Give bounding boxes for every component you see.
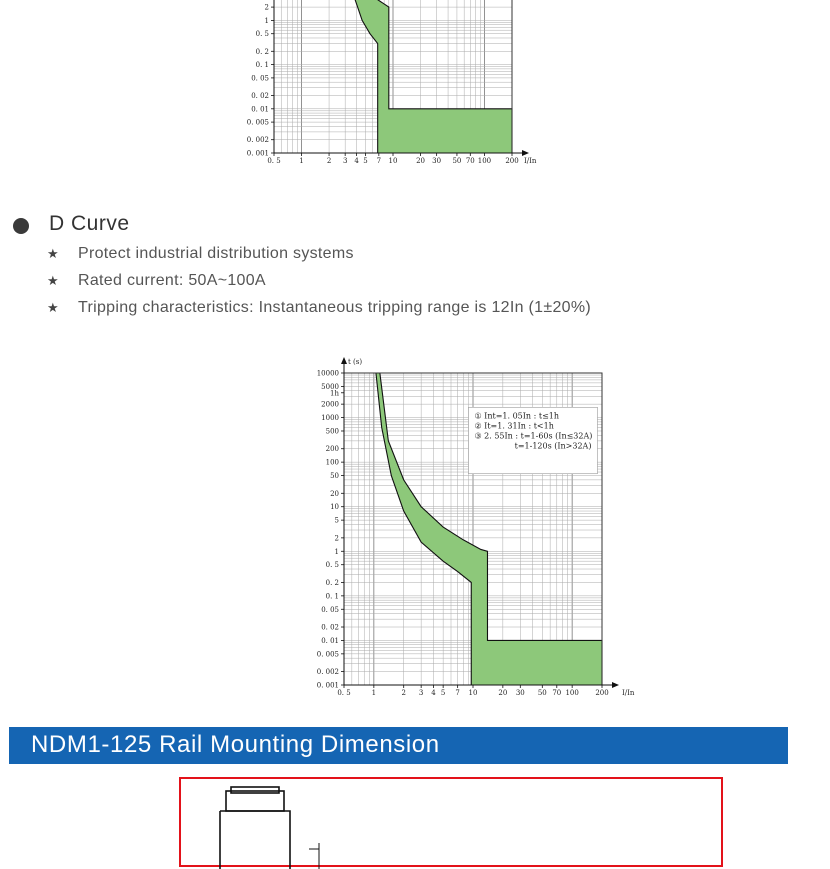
y-tick-label: 0. 02 <box>251 91 269 100</box>
y-tick-label: 1h <box>330 389 339 398</box>
x-tick-label: 200 <box>505 157 519 165</box>
x-axis-arrow <box>522 150 529 156</box>
x-tick-label: 70 <box>465 157 475 165</box>
x-tick-label: 1 <box>371 689 377 697</box>
y-tick-label: 0. 2 <box>325 578 339 587</box>
x-tick-label: 2 <box>326 157 332 165</box>
x-tick-label: 0. 5 <box>267 157 281 165</box>
x-axis-label: I/In <box>524 157 537 165</box>
feature-text: Protect industrial distribution systems <box>78 245 354 262</box>
y-tick-label: 0. 005 <box>246 118 269 127</box>
x-tick-label: 2 <box>401 689 406 697</box>
feature-item <box>47 245 354 263</box>
y-tick-label: 200 <box>325 445 339 454</box>
x-tick-label: 3 <box>418 689 424 697</box>
x-tick-label: 70 <box>552 689 562 697</box>
y-tick-label: 5000 <box>321 382 339 391</box>
x-tick-label: 7 <box>376 157 382 165</box>
y-tick-label: 0. 002 <box>316 668 339 677</box>
y-tick-label: 0. 1 <box>325 592 339 601</box>
feature-item <box>47 272 266 290</box>
x-tick-label: 5 <box>363 157 368 165</box>
y-tick-label: 1 <box>334 547 339 556</box>
y-tick-label: 0. 05 <box>321 605 339 614</box>
y-tick-label: 0. 5 <box>255 30 269 39</box>
section-title: D Curve <box>49 212 130 235</box>
x-tick-label: 50 <box>537 689 547 697</box>
y-tick-label: 10000 <box>316 369 339 378</box>
feature-text: Rated current: 50A~100A <box>78 272 266 289</box>
x-tick-label: 4 <box>354 157 359 165</box>
x-tick-label: 3 <box>342 157 348 165</box>
y-tick-label: 0. 02 <box>321 623 339 632</box>
x-tick-label: 200 <box>595 689 609 697</box>
dimension-drawing-frame <box>179 777 723 867</box>
legend-entry: ③ 2. 55In : t=1-60s (In≤32A) <box>474 431 593 441</box>
y-tick-label: 10 <box>330 503 339 512</box>
x-axis-label: I/In <box>622 689 635 697</box>
x-tick-label: 5 <box>440 689 446 697</box>
legend-entry: t=1-120s (In>32A) <box>514 441 592 451</box>
y-tick-label: 1 <box>264 16 269 25</box>
x-tick-label: 100 <box>477 157 492 165</box>
y-tick-label: 0. 01 <box>321 636 339 645</box>
x-tick-label: 4 <box>431 689 436 697</box>
y-tick-label: 0. 001 <box>316 681 339 690</box>
x-tick-label: 50 <box>452 157 462 165</box>
x-tick-label: 7 <box>455 689 460 697</box>
x-tick-label: 0. 5 <box>337 689 351 697</box>
legend-entry: ② It=1. 31In : t<1h <box>474 421 554 431</box>
x-tick-label: 1 <box>299 157 304 165</box>
y-tick-label: 0. 002 <box>246 136 269 145</box>
y-axis-arrow <box>341 357 347 364</box>
y-tick-label: 2 <box>264 3 269 12</box>
x-tick-label: 30 <box>515 689 525 697</box>
y-tick-label: 0. 005 <box>316 650 339 659</box>
star-icon: ★ <box>47 246 59 261</box>
breaker-outline-drawing <box>181 779 721 869</box>
y-tick-label: 100 <box>325 458 339 467</box>
banner-title: NDM1-125 Rail Mounting Dimension <box>31 731 440 758</box>
y-tick-label: 2 <box>334 534 339 543</box>
y-tick-label: 50 <box>330 472 339 481</box>
y-tick-label: 0. 05 <box>251 74 269 83</box>
top-trip-curve-chart <box>230 0 560 175</box>
y-tick-label: 0. 1 <box>255 61 269 70</box>
legend-entry: ① Int=1. 05In : t≤1h <box>474 411 560 421</box>
feature-item <box>47 299 591 317</box>
x-tick-label: 20 <box>416 157 425 165</box>
x-tick-label: 10 <box>468 689 478 697</box>
y-tick-label: 1000 <box>321 414 339 423</box>
y-tick-label: 2000 <box>321 400 339 409</box>
y-tick-label: 0. 5 <box>325 561 339 570</box>
y-tick-label: 0. 2 <box>255 47 269 56</box>
y-tick-label: 0. 001 <box>246 149 269 158</box>
feature-text: Tripping characteristics: Instantaneous tripping range is 12In (1±20%) <box>78 299 591 316</box>
x-tick-label: 20 <box>498 689 508 697</box>
d-curve-trip-chart <box>300 350 640 700</box>
x-tick-label: 30 <box>432 157 442 165</box>
dimension-banner <box>9 727 788 764</box>
y-tick-label: 5 <box>334 516 339 525</box>
circle-bullet-icon <box>13 218 29 234</box>
star-icon: ★ <box>47 273 59 288</box>
y-tick-label: 20 <box>330 489 339 498</box>
y-tick-label: 0. 01 <box>251 105 269 114</box>
y-tick-label: 500 <box>325 427 339 436</box>
x-axis-arrow <box>612 682 619 688</box>
d-curve-heading <box>13 212 313 240</box>
star-icon: ★ <box>47 300 59 315</box>
x-tick-label: 10 <box>388 157 398 165</box>
x-tick-label: 100 <box>565 689 579 697</box>
y-axis-label: t (s) <box>348 358 363 366</box>
